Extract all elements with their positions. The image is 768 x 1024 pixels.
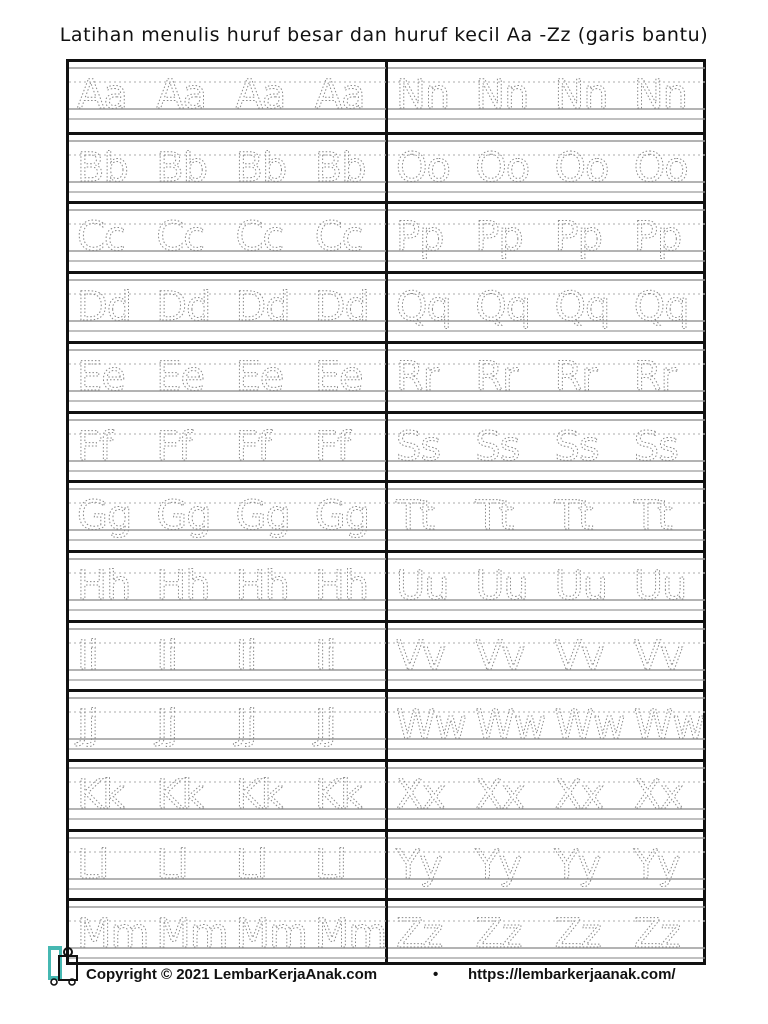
trace-letters-dd: Dd: [77, 284, 132, 331]
trace-letters-qq: Qq: [554, 284, 609, 331]
trace-letters-jj: Jj: [156, 702, 178, 749]
trace-letters-ii: Ii: [156, 632, 178, 679]
trace-letters-mm: Mm: [235, 911, 307, 958]
letter-row-oo: [388, 132, 704, 202]
trace-letters-ii: Ii: [77, 632, 98, 679]
trace-letters-xx: Xx: [633, 772, 683, 818]
letter-row-kk: [69, 759, 385, 829]
trace-letters-dd: Dd: [314, 284, 369, 331]
trace-letters-vv: Vv: [395, 632, 445, 679]
letter-row-yy: [388, 829, 704, 899]
trace-letters-dd: Dd: [235, 284, 290, 331]
trace-letters-ss: Ss: [633, 423, 678, 470]
trace-letters-oo: Oo: [395, 144, 450, 191]
trace-letters-nn: Nn: [554, 72, 608, 118]
footer-separator: •: [433, 966, 439, 983]
trace-letters-gg: Gg: [156, 493, 211, 540]
tracing-guides: [69, 762, 385, 829]
trace-letters-ii: Ii: [314, 632, 336, 679]
trace-letters-ss: Ss: [395, 423, 440, 470]
trace-letters-yy: Yy: [474, 841, 521, 888]
trace-letters-ff: Ff: [235, 423, 271, 470]
trace-letters-xx: Xx: [554, 772, 604, 818]
trace-letters-ll: Ll: [77, 841, 109, 888]
tracing-guides: [69, 62, 385, 132]
trace-letters-vv: Vv: [554, 632, 604, 679]
tracing-guides: [388, 344, 704, 411]
trace-letters-hh: Hh: [77, 562, 131, 609]
letter-row-cc: [69, 201, 385, 271]
trace-letters-ll: Ll: [235, 841, 267, 888]
trace-letters-qq: Qq: [633, 284, 689, 331]
footer: [46, 940, 726, 990]
tracing-guides: [388, 623, 704, 690]
trace-letters-oo: Oo: [633, 144, 688, 191]
letter-row-ff: [69, 411, 385, 481]
trace-letters-dd: Dd: [156, 284, 211, 331]
trace-letters-ll: Ll: [314, 841, 347, 888]
trace-letters-vv: Vv: [474, 632, 524, 679]
trace-letters-gg: Gg: [77, 493, 132, 540]
trace-letters-aa: Aa: [77, 72, 127, 118]
trace-letters-uu: Uu: [474, 562, 528, 609]
trace-letters-hh: Hh: [314, 562, 369, 609]
letter-row-ll: [69, 829, 385, 899]
trace-letters-hh: Hh: [235, 562, 289, 609]
letter-row-jj: [69, 689, 385, 759]
trace-letters-uu: Uu: [395, 562, 449, 609]
tracing-guides: [69, 692, 385, 759]
page-title: Latihan menulis huruf besar dan huruf kecil Aa -Zz (garis bantu): [59, 24, 709, 46]
trace-letters-aa: Aa: [156, 72, 207, 118]
trace-letters-bb: Bb: [235, 144, 287, 191]
trace-letters-kk: Kk: [77, 772, 125, 818]
trace-letters-cc: Cc: [77, 214, 125, 261]
tracing-guides: [388, 414, 704, 481]
trace-letters-rr: Rr: [633, 353, 676, 400]
trace-letters-yy: Yy: [633, 841, 680, 888]
trace-letters-qq: Qq: [395, 284, 451, 331]
trace-letters-ee: Ee: [235, 353, 284, 400]
trace-letters-ee: Ee: [77, 353, 125, 400]
trace-letters-cc: Cc: [314, 214, 363, 261]
trace-letters-nn: Nn: [395, 72, 449, 118]
trace-letters-cc: Cc: [235, 214, 284, 261]
letter-row-qq: [388, 271, 704, 341]
trace-letters-nn: Nn: [474, 72, 529, 118]
trace-letters-ee: Ee: [314, 353, 363, 400]
book-kid-logo-icon: [46, 942, 80, 986]
trace-letters-tt: Tt: [633, 493, 672, 540]
trace-letters-uu: Uu: [554, 562, 607, 609]
trace-letters-ff: Ff: [77, 423, 113, 470]
trace-letters-pp: Pp: [474, 214, 523, 261]
tracing-guides: [69, 414, 385, 481]
trace-letters-tt: Tt: [474, 493, 513, 540]
trace-letters-rr: Rr: [474, 353, 517, 400]
trace-letters-mm: Mm: [77, 911, 149, 958]
trace-letters-ff: Ff: [156, 423, 192, 470]
letter-row-uu: [388, 550, 704, 620]
tracing-guides: [69, 204, 385, 271]
trace-letters-zz: Zz: [474, 911, 522, 958]
tracing-guides: [69, 553, 385, 620]
trace-letters-uu: Uu: [633, 562, 686, 609]
letter-row-ii: [69, 620, 385, 690]
trace-letters-ww: Ww: [395, 702, 466, 749]
tracing-guides: [388, 553, 704, 620]
trace-letters-nn: Nn: [633, 72, 687, 118]
trace-letters-bb: Bb: [77, 144, 128, 191]
tracing-guides: [388, 762, 704, 829]
trace-letters-cc: Cc: [156, 214, 205, 261]
trace-letters-pp: Pp: [633, 214, 681, 261]
trace-letters-zz: Zz: [633, 911, 680, 958]
trace-letters-kk: Kk: [314, 772, 363, 818]
copyright-text: Copyright © 2021 LembarKerjaAnak.com: [86, 966, 378, 983]
trace-letters-aa: Aa: [235, 72, 286, 118]
trace-letters-zz: Zz: [395, 911, 442, 958]
trace-letters-rr: Rr: [395, 353, 438, 400]
trace-letters-ss: Ss: [554, 423, 599, 470]
tracing-guides: [69, 135, 385, 202]
letter-row-hh: [69, 550, 385, 620]
trace-letters-ww: Ww: [474, 702, 546, 749]
letter-row-ee: [69, 341, 385, 411]
trace-letters-gg: Gg: [314, 493, 370, 540]
tracing-guides: [69, 344, 385, 411]
trace-letters-oo: Oo: [474, 144, 529, 191]
website-link[interactable]: https://lembarkerjaanak.com/: [468, 966, 676, 983]
letter-row-gg: [69, 480, 385, 550]
trace-letters-kk: Kk: [156, 772, 204, 818]
trace-letters-jj: Jj: [314, 702, 336, 749]
trace-letters-jj: Jj: [77, 702, 98, 749]
trace-letters-jj: Jj: [235, 702, 257, 749]
tracing-guides: [69, 483, 385, 550]
tracing-guides: [388, 832, 704, 899]
trace-letters-pp: Pp: [554, 214, 602, 261]
letter-row-bb: [69, 132, 385, 202]
letter-row-aa: [69, 62, 385, 132]
trace-letters-yy: Yy: [395, 841, 442, 888]
tracing-guides: [388, 62, 704, 132]
left-column: [69, 62, 388, 962]
trace-letters-gg: Gg: [235, 493, 290, 540]
tracing-guides: [69, 274, 385, 341]
trace-letters-oo: Oo: [554, 144, 608, 191]
trace-letters-ee: Ee: [156, 353, 205, 400]
letter-row-ww: [388, 689, 704, 759]
letter-row-tt: [388, 480, 704, 550]
tracing-guides: [388, 483, 704, 550]
trace-letters-ss: Ss: [474, 423, 519, 470]
tracing-guides: [388, 692, 704, 759]
letter-row-dd: [69, 271, 385, 341]
trace-letters-kk: Kk: [235, 772, 283, 818]
tracing-guides: [69, 832, 385, 899]
letter-row-nn: [388, 62, 704, 132]
trace-letters-mm: Mm: [314, 911, 387, 958]
letter-row-xx: [388, 759, 704, 829]
trace-letters-pp: Pp: [395, 214, 444, 261]
trace-letters-yy: Yy: [554, 841, 601, 888]
letter-row-pp: [388, 201, 704, 271]
tracing-guides: [388, 135, 704, 202]
tracing-guides: [69, 623, 385, 690]
trace-letters-zz: Zz: [554, 911, 601, 958]
tracing-guides: [388, 274, 704, 341]
trace-letters-ww: Ww: [633, 702, 704, 749]
trace-letters-ii: Ii: [235, 632, 257, 679]
trace-letters-mm: Mm: [156, 911, 228, 958]
tracing-guides: [388, 204, 704, 271]
trace-letters-ff: Ff: [314, 423, 350, 470]
trace-letters-bb: Bb: [156, 144, 208, 191]
letter-row-vv: [388, 620, 704, 690]
trace-letters-vv: Vv: [633, 632, 683, 679]
letter-row-ss: [388, 411, 704, 481]
trace-letters-hh: Hh: [156, 562, 210, 609]
trace-letters-rr: Rr: [554, 353, 597, 400]
trace-letters-xx: Xx: [474, 772, 524, 818]
trace-letters-qq: Qq: [474, 284, 530, 331]
trace-letters-ww: Ww: [554, 702, 625, 749]
letter-row-rr: [388, 341, 704, 411]
trace-letters-tt: Tt: [395, 493, 434, 540]
trace-letters-xx: Xx: [395, 772, 445, 818]
trace-letters-aa: Aa: [314, 72, 365, 118]
trace-letters-ll: Ll: [156, 841, 188, 888]
worksheet-grid: [66, 59, 706, 965]
trace-letters-bb: Bb: [314, 144, 366, 191]
right-column: [388, 62, 704, 962]
trace-letters-tt: Tt: [554, 493, 593, 540]
